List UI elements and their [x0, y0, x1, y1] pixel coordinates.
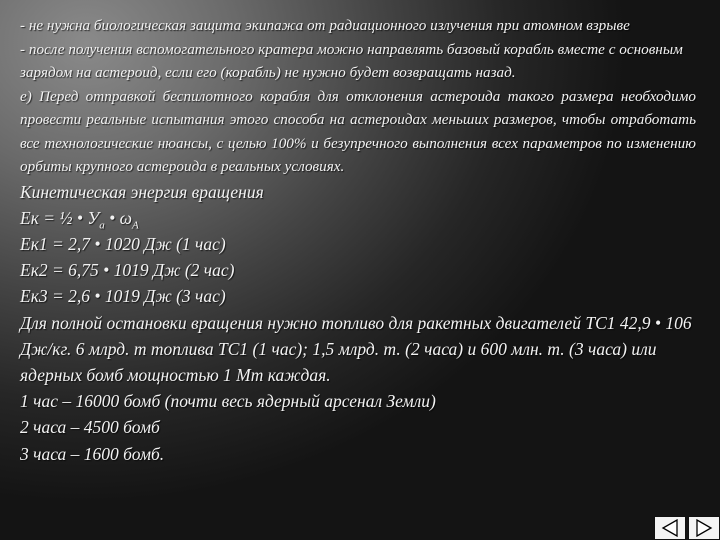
triangle-left-icon: [660, 519, 680, 537]
paragraph-testing: е) Перед отправкой беспилотного корабля для отклонения астероида такого размера необходимо провести реальные испытания этого способа на астероидах меньших размеров, чтобы отработать все технологические нюансы, с целью 100% и безупречного выполнения всех параметров по изменению орбиты крупного астероида в реальных условиях.: [20, 87, 696, 175]
bullet-radiation: - не нужна биологическая защита экипажа от радиационного излучения при атомном взрыве: [20, 17, 630, 34]
bullet-base-ship: - после получения вспомогательного кратера можно направлять базовый корабль вместе с основным зарядом на астероид, если его (корабль) не нужно будет возвращать назад.: [20, 40, 683, 81]
triangle-right-icon: [694, 519, 714, 537]
slide-content: [20, 14, 696, 467]
energy-3h: Ек3 = 2,6 • 1019 Дж (3 час): [20, 286, 226, 307]
previous-slide-button[interactable]: [654, 516, 686, 540]
bombs-3h: 3 часа – 1600 бомб.: [20, 443, 165, 464]
fuel-paragraph: Для полной остановки вращения нужно топливо для ракетных двигателей ТС1 42,9 • 106 Дж/кг. 6 млрд. т топлива ТС1 (1 час); 1,5 млрд. т. (2 часа) и 600 млн. т. (3 часа) или ядерных бомб мощностью 1 Мт каждая.: [20, 312, 692, 385]
slide-navigation: [652, 516, 720, 540]
energy-1h: Ек1 = 2,7 • 1020 Дж (1 час): [20, 233, 226, 254]
energy-formula: Ек = ½ • $У_а$ • $\omega_А$: [20, 207, 139, 232]
next-slide-button[interactable]: [688, 516, 720, 540]
bombs-2h: 2 часа – 4500 бомб: [20, 417, 160, 438]
energy-2h: Ек2 = 6,75 • 1019 Дж (2 час): [20, 260, 235, 281]
energy-heading: Кинетическая энергия вращения: [20, 181, 264, 202]
bombs-1h: 1 час – 16000 бомб (почти весь ядерный арсенал Земли): [20, 391, 436, 412]
